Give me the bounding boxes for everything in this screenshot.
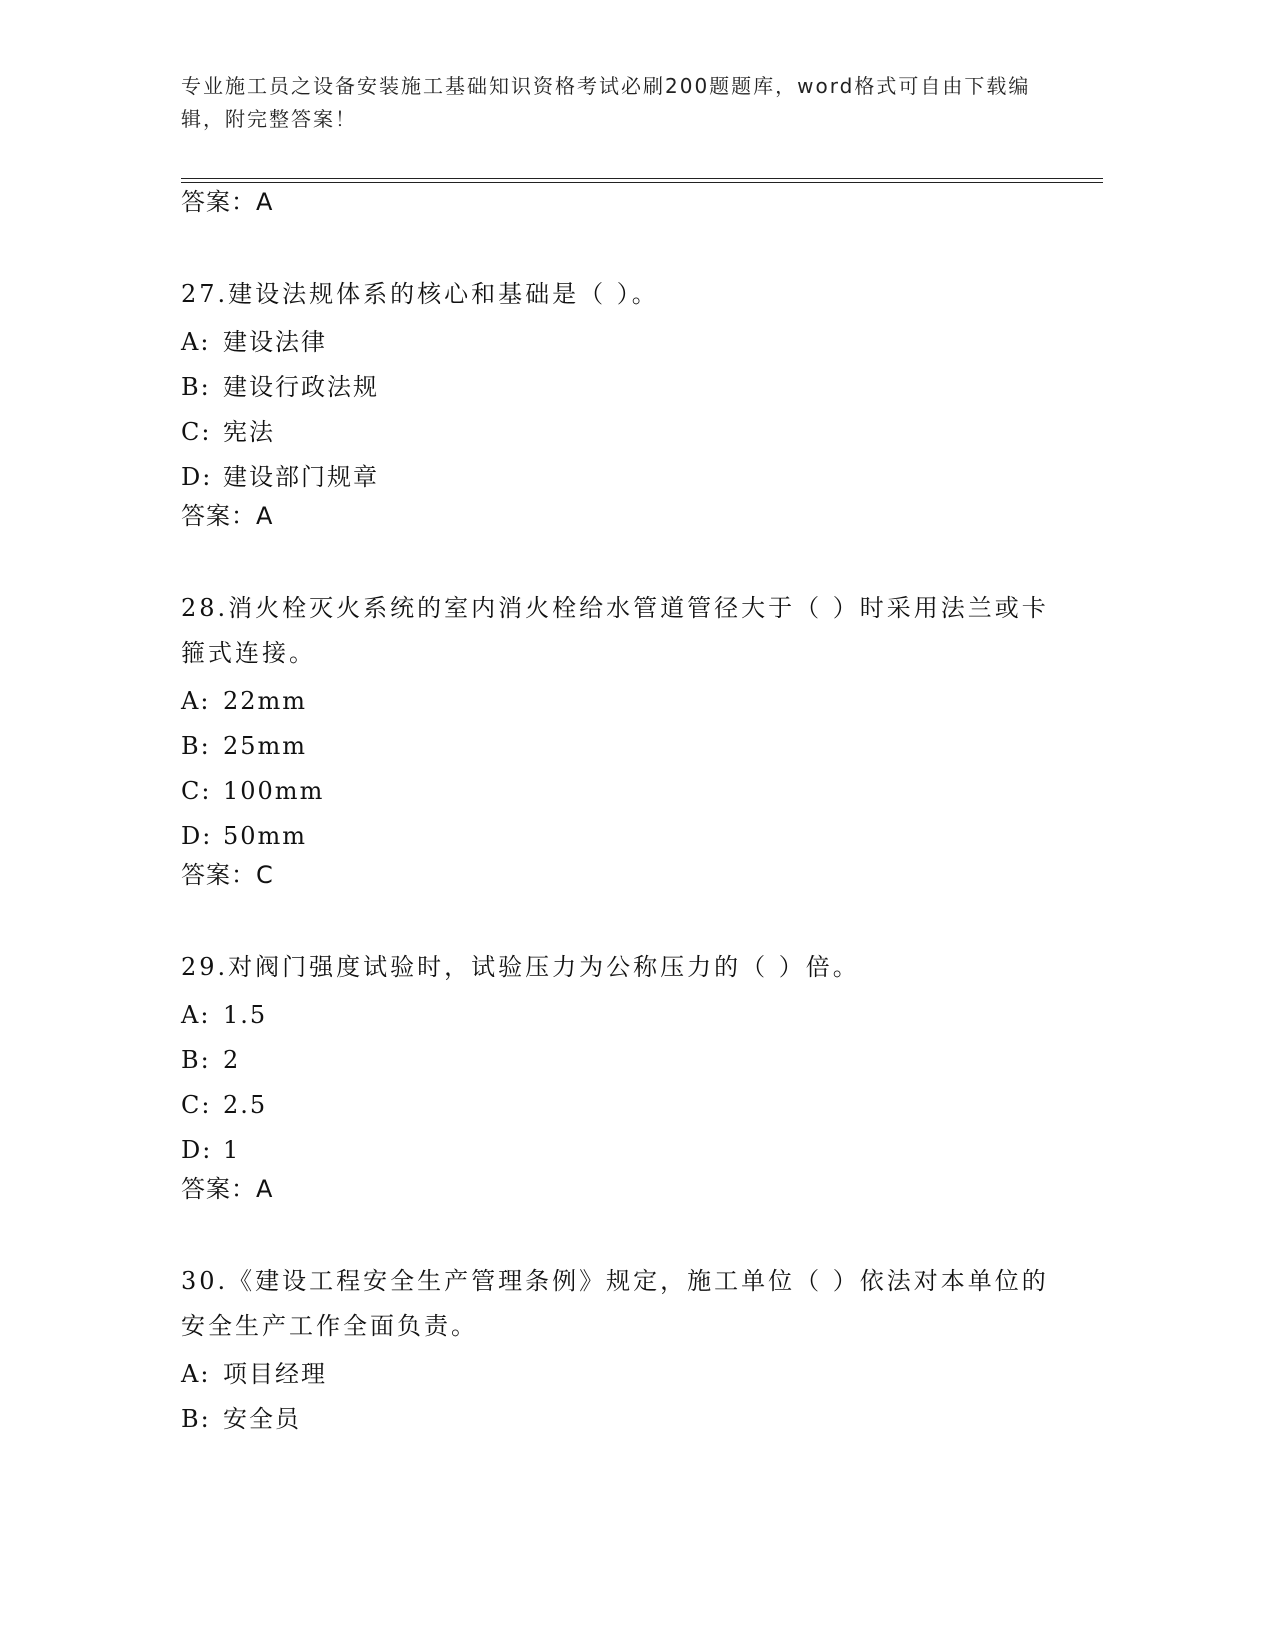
option-text: 安全员 [223,1405,301,1433]
option-label: D: [181,463,213,491]
document-header: 专业施工员之设备安装施工基础知识资格考试必刷200题题库，word格式可自由下载编辑，附完整答案！ [181,74,1031,131]
question-30 [181,1259,1061,1442]
option-label: B: [181,1046,211,1074]
option-c [181,410,1061,455]
option-text: 1 [223,1136,241,1164]
answer-line: 答案：C [181,861,274,889]
question-text: 27.建设法规体系的核心和基础是（ ）。 [181,280,659,308]
question-text: 30.《建设工程安全生产管理条例》规定，施工单位（ ）依法对本单位的安全生产工作全面负责。 [181,1267,1049,1340]
option-text: 建设法律 [223,328,327,356]
option-a [181,679,1061,724]
answer-line: 答案：A [181,1175,274,1203]
question-27 [181,272,1061,532]
option-label: B: [181,373,211,401]
option-b [181,724,1061,769]
option-text: 项目经理 [223,1360,327,1388]
option-a [181,1352,1061,1397]
option-c [181,1083,1061,1128]
option-d [181,814,1061,859]
option-text: 2.5 [223,1091,268,1119]
option-label: D: [181,1136,213,1164]
option-label: A: [181,328,211,356]
answer-line: 答案：A [181,502,274,530]
option-text: 100mm [223,777,325,805]
option-text: 2 [223,1046,241,1074]
question-list [181,186,1061,1442]
header-rule-bottom [181,182,1103,183]
option-label: A: [181,687,211,715]
question-text: 29.对阀门强度试验时，试验压力为公称压力的（ ）倍。 [181,953,860,981]
option-text: 建设部门规章 [223,463,379,491]
option-text: 宪法 [223,418,275,446]
option-text: 25mm [223,732,308,760]
question-text: 28.消火栓灭火系统的室内消火栓给水管道管径大于（ ）时采用法兰或卡箍式连接。 [181,594,1049,667]
option-label: B: [181,732,211,760]
option-label: A: [181,1001,211,1029]
option-label: C: [181,1091,212,1119]
option-label: C: [181,418,212,446]
option-label: C: [181,777,212,805]
option-b [181,1038,1061,1083]
option-a [181,320,1061,365]
answer-line: 答案：A [181,188,274,216]
option-d [181,1128,1061,1173]
option-text: 22mm [223,687,308,715]
question-28 [181,586,1061,891]
option-label: D: [181,822,213,850]
option-c [181,769,1061,814]
option-d [181,455,1061,500]
header-rule-top [181,178,1103,179]
option-a [181,993,1061,1038]
option-text: 50mm [223,822,308,850]
option-text: 建设行政法规 [223,373,379,401]
question-29 [181,945,1061,1205]
option-b [181,365,1061,410]
option-label: A: [181,1360,211,1388]
option-b [181,1397,1061,1442]
option-label: B: [181,1405,211,1433]
option-text: 1.5 [223,1001,268,1029]
